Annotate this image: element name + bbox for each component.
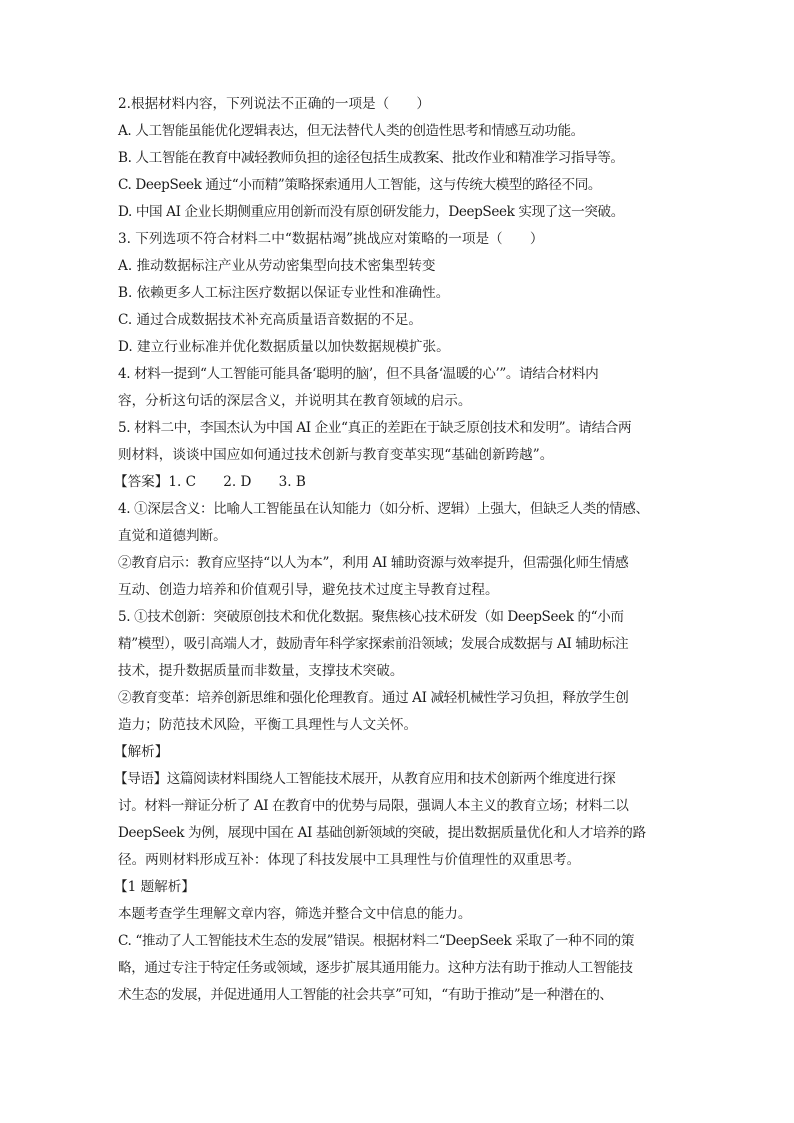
- q1-analysis-summary: 本题考查学生理解文章内容，筛选并整合文中信息的能力。: [118, 906, 472, 922]
- question-2-option-a: A. 人工智能虽能优化逻辑表达，但无法替代人类的创造性思考和情感互动功能。: [118, 123, 584, 139]
- question-5-stem-line-2: 则材料，谈谈中国应如何通过技术创新与教育变革实现“基础创新跨越”。: [118, 447, 554, 463]
- intro-line-2: 讨。材料一辩证分析了 AI 在教育中的优势与局限，强调人本主义的教育立场；材料二以: [118, 798, 629, 814]
- question-4-stem-line-2: 容，分析这句话的深层含义，并说明其在教育领域的启示。: [118, 393, 472, 409]
- answer-4-part-1-line-1: 4. ①深层含义：比喻人工智能虽在认知能力（如分析、逻辑）上强大，但缺乏人类的情感、: [118, 501, 649, 517]
- question-3-option-c: C. 通过合成数据技术补充高质量语音数据的不足。: [118, 312, 423, 328]
- analysis-heading: 【解析】: [114, 744, 169, 760]
- q1-analysis-line-3: 术生态的发展，并促进通用人工智能的社会共享”可知，“有助于推动”是一种潜在的、: [118, 987, 613, 1003]
- intro-line-3: DeepSeek 为例，展现中国在 AI 基础创新领域的突破，提出数据质量优化和人才培养的路: [118, 825, 646, 841]
- question-3-option-d: D. 建立行业标准并优化数据质量以加快数据规模扩张。: [118, 339, 450, 355]
- document-body: [114, 91, 688, 1009]
- question-2-option-d: D. 中国 AI 企业长期侧重应用创新而没有原创研发能力，DeepSeek 实现了这一突破。: [118, 204, 624, 220]
- answer-4-part-2-line-1: ②教育启示：教育应坚持“以人为本”，利用 AI 辅助资源与效率提升，但需强化师生情感: [118, 555, 629, 571]
- question-2-option-c: C. DeepSeek 通过“小而精”策略探索通用人工智能，这与传统大模型的路径不同。: [118, 177, 602, 193]
- answer-5-part-1-line-2: 精”模型），吸引高端人才，鼓励青年科学家探索前沿领域；发展合成数据与 AI 辅助标注: [118, 636, 629, 652]
- answer-5-part-2-line-1: ②教育变革：培养创新思维和强化伦理教育。通过 AI 减轻机械性学习负担，释放学生创: [118, 690, 629, 706]
- q1-analysis-line-1: C. “推动了人工智能技术生态的发展”错误。根据材料二“DeepSeek 采取了一种不同的策: [118, 933, 635, 949]
- q1-analysis-heading: 【1 题解析】: [114, 879, 195, 895]
- answer-5-part-1-line-3: 技术，提升数据质量而非数量，支撑技术突破。: [118, 663, 404, 679]
- answer-4-part-1-line-2: 直觉和道德判断。: [118, 528, 227, 544]
- question-2-stem: 2.根据材料内容，下列说法不正确的一项是（ ）: [118, 96, 431, 112]
- question-3-stem: 3. 下列选项不符合材料二中“数据枯竭”挑战应对策略的一项是（ ）: [118, 231, 544, 247]
- question-4-stem-line-1: 4. 材料一提到“人工智能可能具备‘聪明的脑’，但不具备‘温暖的心’”。请结合材料内: [118, 366, 599, 382]
- question-3-option-a: A. 推动数据标注产业从劳动密集型向技术密集型转变: [118, 258, 436, 274]
- answer-4-part-2-line-2: 互动、创造力培养和价值观引导，避免技术过度主导教育过程。: [118, 582, 499, 598]
- question-2-option-b: B. 人工智能在教育中减轻教师负担的途径包括生成教案、批改作业和精准学习指导等。: [118, 150, 624, 166]
- answer-5-part-1-line-1: 5. ①技术创新：突破原创技术和优化数据。聚焦核心技术研发（如 DeepSeek 的“小而: [118, 609, 624, 625]
- answer-key: 【答案】1. C 2. D 3. B: [114, 474, 306, 490]
- intro-line-4: 径。两则材料形成互补：体现了科技发展中工具理性与价值理性的双重思考。: [118, 852, 581, 868]
- answer-5-part-2-line-2: 造力；防范技术风险，平衡工具理性与人文关怀。: [118, 717, 418, 733]
- q1-analysis-line-2: 略，通过专注于特定任务或领域，逐步扩展其通用能力。这种方法有助于推动人工智能技: [118, 960, 633, 976]
- question-3-option-b: B. 依赖更多人工标注医疗数据以保证专业性和准确性。: [118, 285, 450, 301]
- question-5-stem-line-1: 5. 材料二中，李国杰认为中国 AI 企业“真正的差距在于缺乏原创技术和发明”。请结合两: [118, 420, 632, 436]
- intro-line-1: 【导语】这篇阅读材料围绕人工智能技术展开，从教育应用和技术创新两个维度进行探: [114, 771, 616, 787]
